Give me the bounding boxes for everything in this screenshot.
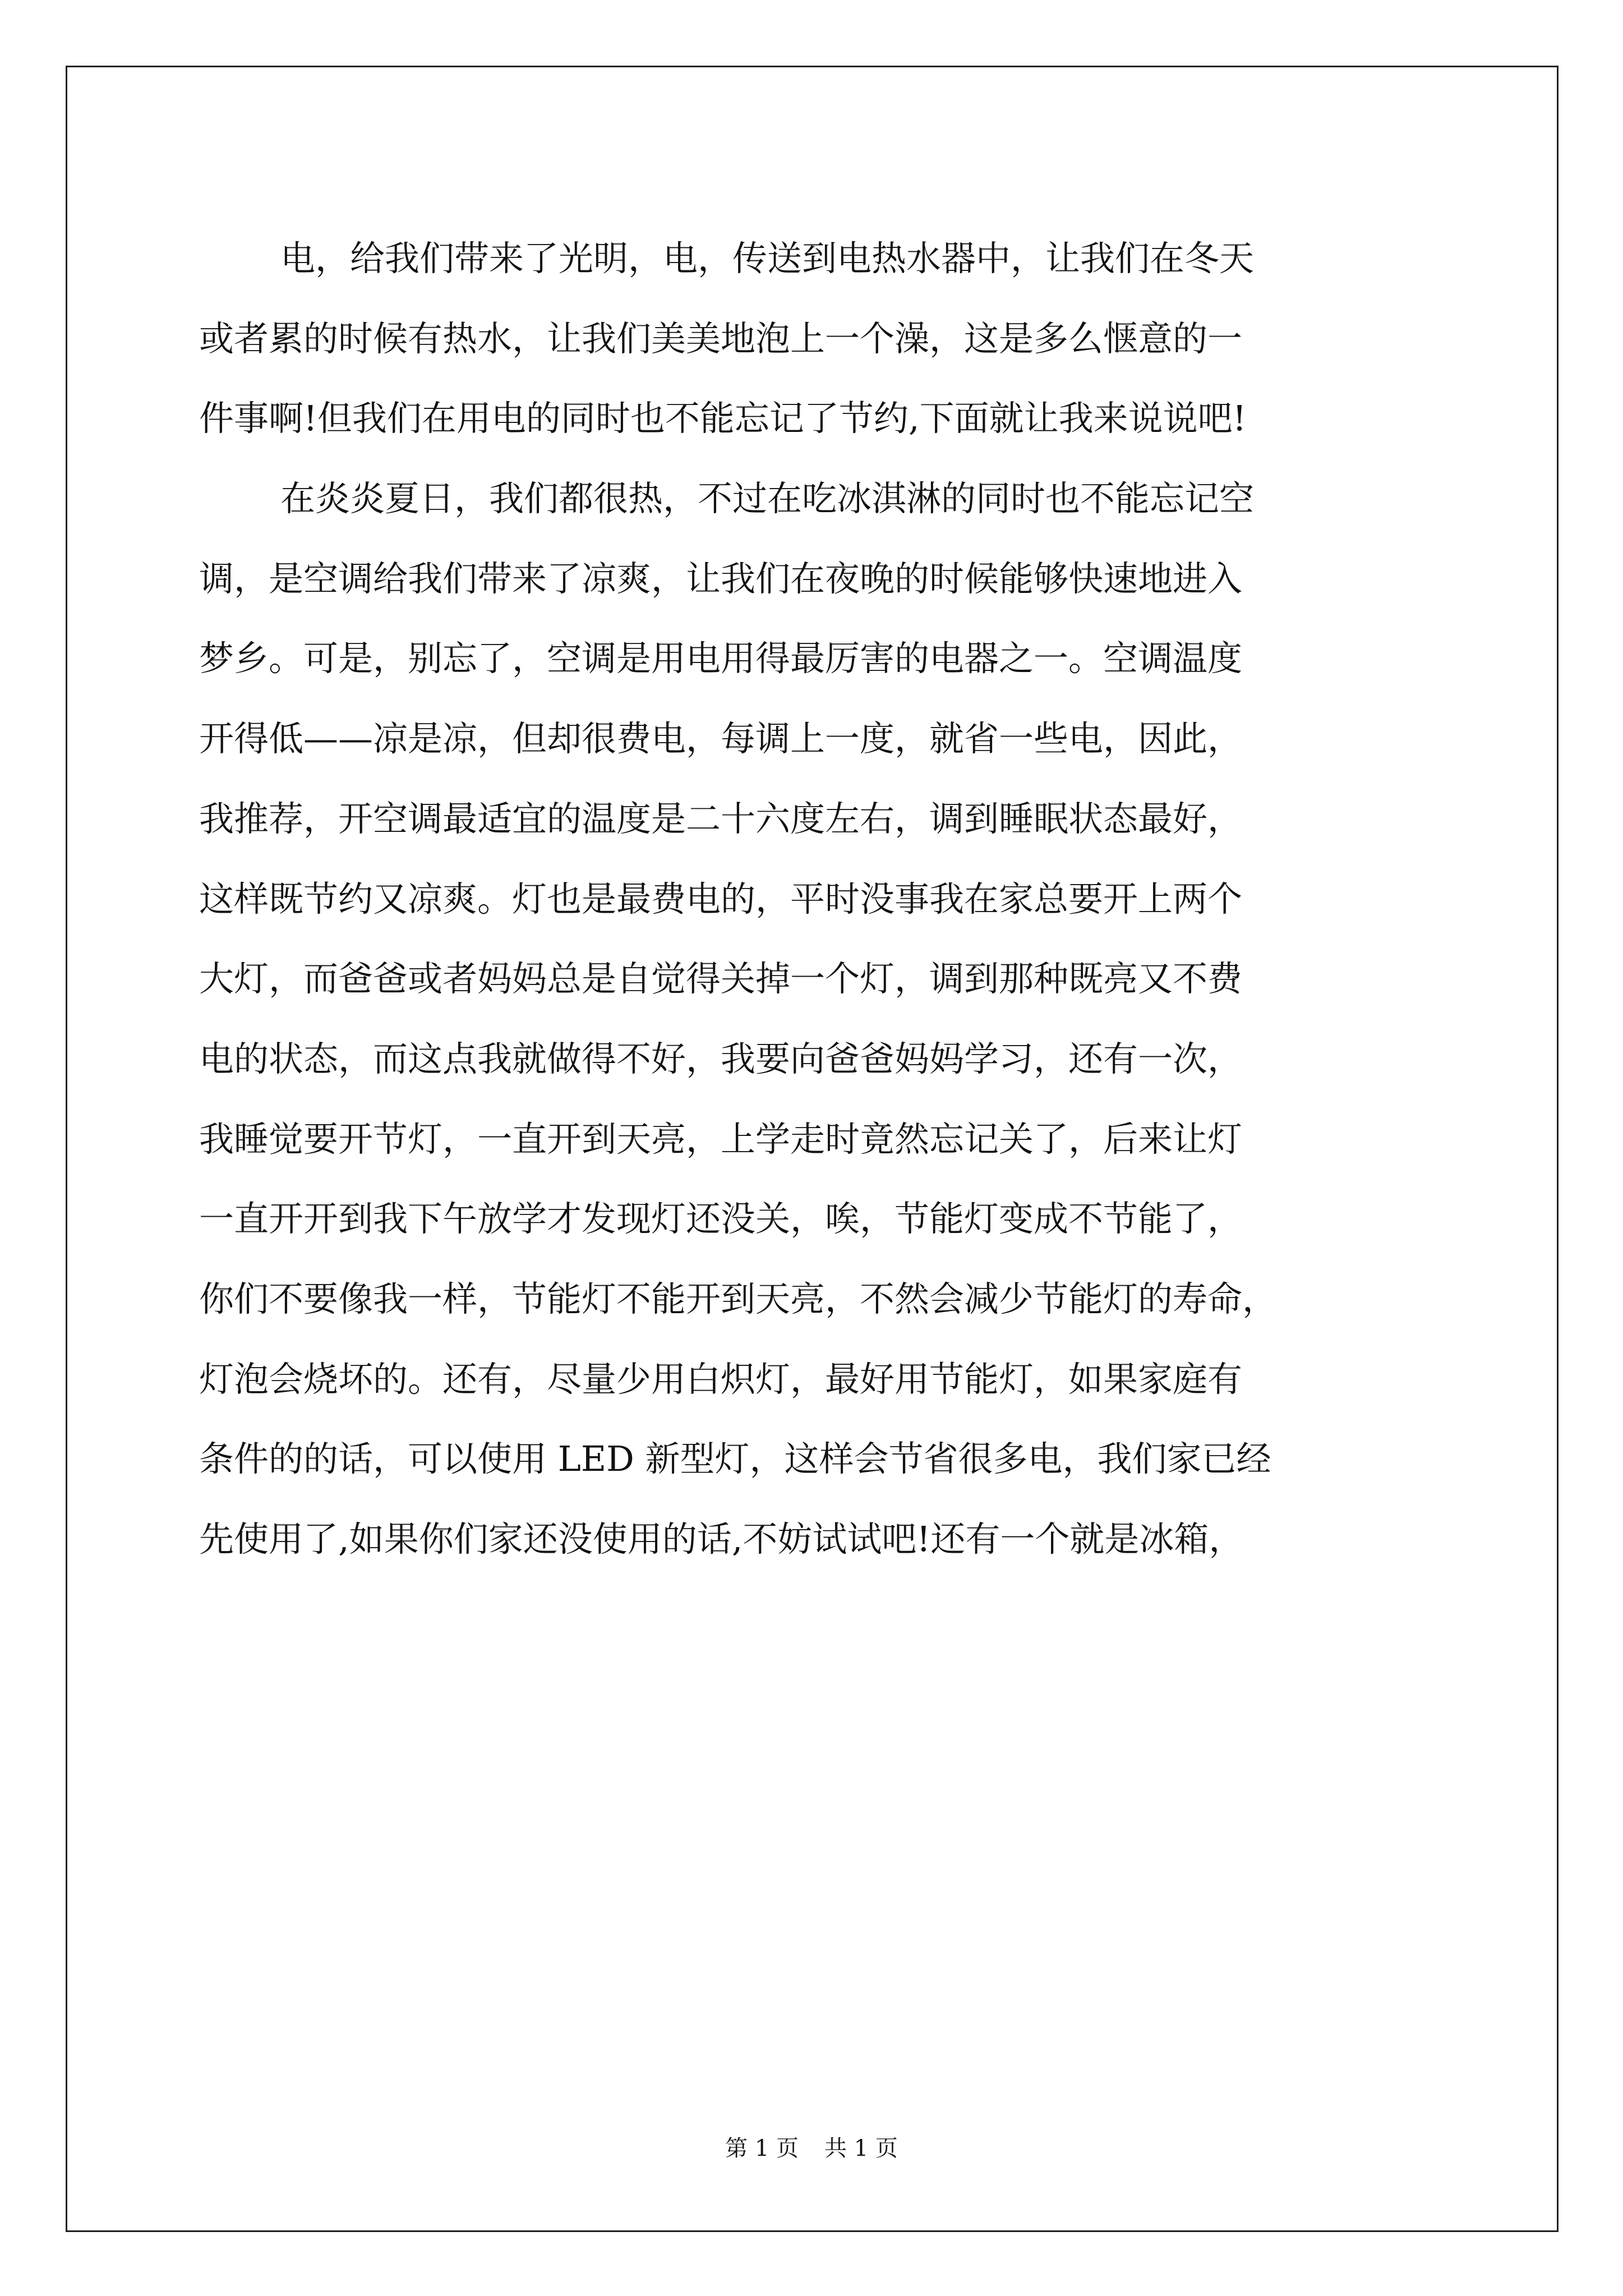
text-line: 一直开开到我下午放学才发现灯还没关，唉，节能灯变成不节能了，	[199, 1198, 1243, 1240]
page-total: 共 1 页	[824, 2136, 898, 2161]
text-line: 件事啊!但我们在用电的同时也不能忘记了节约,下面就让我来说说吧!	[199, 398, 1247, 439]
text-line: 我推荐，开空调最适宜的温度是二十六度左右，调到睡眠状态最好，	[199, 798, 1243, 839]
text-line: 先使用了,如果你们家还没使用的话,不妨试试吧!还有一个就是冰箱，	[199, 1519, 1244, 1559]
page-footer	[0, 2134, 1623, 2162]
text-line: 梦乡。可是，别忘了，空调是用电用得最厉害的电器之一。空调温度	[199, 638, 1243, 679]
text-line: 在炎炎夏日，我们都很热，不过在吃冰淇淋的同时也不能忘记空	[280, 478, 1255, 519]
text-line: 我睡觉要开节灯，一直开到天亮，上学走时竟然忘记关了，后来让灯	[199, 1118, 1243, 1159]
text-line: 电，给我们带来了光明，电，传送到电热水器中，让我们在冬天	[280, 238, 1255, 279]
text-line: 开得低——凉是凉，但却很费电，每调上一度，就省一些电，因此，	[199, 718, 1243, 760]
text-line: 条件的的话，可以使用 LED 新型灯，这样会节省很多电，我们家已经	[199, 1438, 1271, 1480]
page-number: 第 1 页	[725, 2136, 799, 2161]
document-body	[199, 219, 1455, 1580]
text-line: 或者累的时候有热水，让我们美美地泡上一个澡，这是多么惬意的一	[199, 318, 1243, 359]
text-line: 你们不要像我一样，节能灯不能开到天亮，不然会减少节能灯的寿命，	[199, 1278, 1278, 1319]
text-line: 这样既节约又凉爽。灯也是最费电的，平时没事我在家总要开上两个	[199, 878, 1243, 919]
text-line: 调，是空调给我们带来了凉爽，让我们在夜晚的时候能够快速地进入	[199, 558, 1243, 599]
text-line: 电的状态，而这点我就做得不好，我要向爸爸妈妈学习，还有一次，	[199, 1038, 1243, 1079]
text-line: 灯泡会烧坏的。还有，尽量少用白炽灯，最好用节能灯，如果家庭有	[199, 1358, 1243, 1400]
text-line: 大灯，而爸爸或者妈妈总是自觉得关掉一个灯，调到那种既亮又不费	[199, 958, 1243, 1000]
